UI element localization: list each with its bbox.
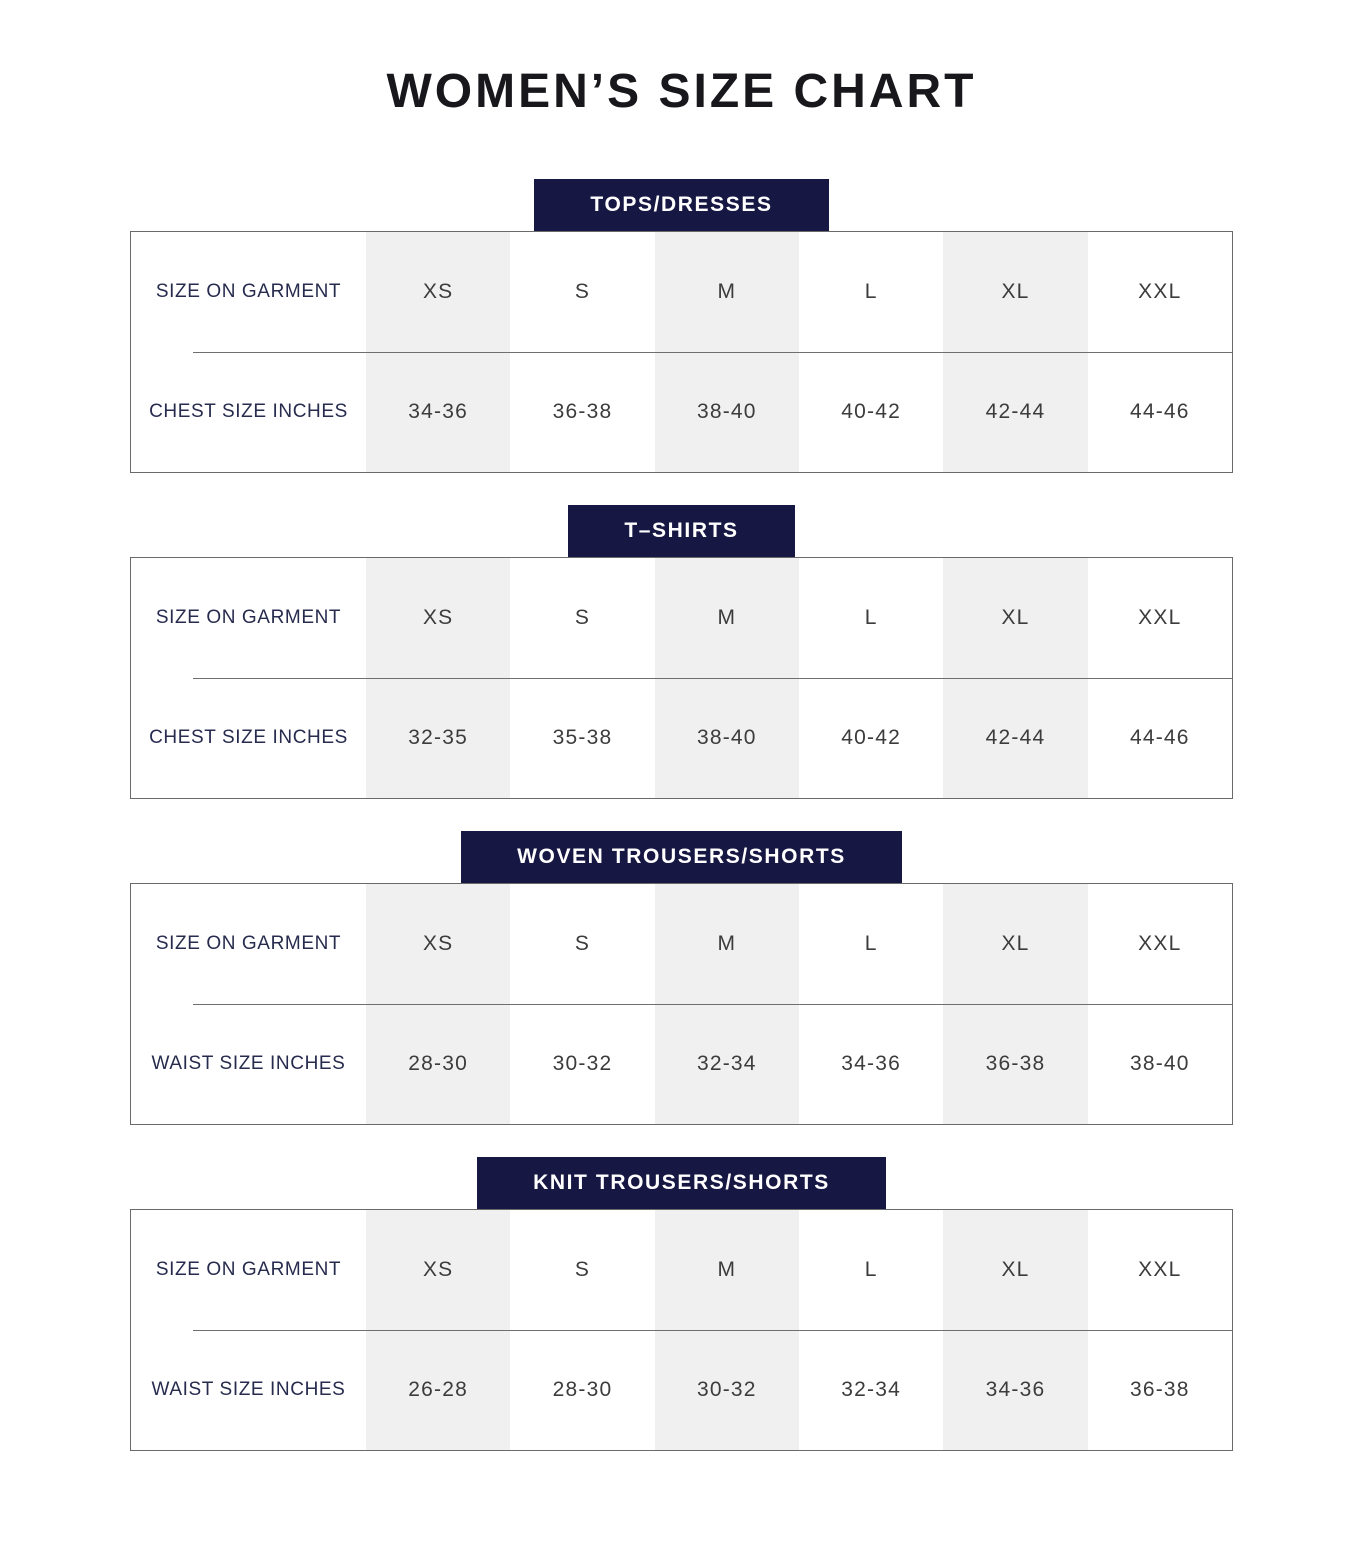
value-cell: 38-40 xyxy=(655,353,799,473)
size-row xyxy=(131,1210,1232,1330)
size-cell: XS xyxy=(366,884,510,1004)
size-cell: M xyxy=(655,884,799,1004)
value-cell: 35-38 xyxy=(552,726,613,750)
size-cell: S xyxy=(574,1257,591,1281)
value-cell: 42-44 xyxy=(943,679,1087,799)
size-row xyxy=(131,884,1232,1004)
value-cell: 38-40 xyxy=(655,679,799,799)
value-cell: 40-42 xyxy=(841,726,902,750)
page-title: WOMEN’S SIZE CHART xyxy=(386,65,977,118)
size-table xyxy=(130,1209,1233,1451)
size-cell: L xyxy=(864,1257,878,1281)
section-badge: KNIT TROUSERS/SHORTS xyxy=(477,1157,886,1209)
size-cell: XS xyxy=(366,558,510,678)
measurement-row xyxy=(131,1331,1232,1451)
size-cell: XXL xyxy=(1138,605,1182,629)
size-table xyxy=(130,557,1233,799)
size-table xyxy=(130,231,1233,473)
row-label: WAIST SIZE INCHES xyxy=(151,1379,346,1401)
value-cell: 44-46 xyxy=(1129,400,1190,424)
value-cell: 30-32 xyxy=(655,1331,799,1451)
row-label: CHEST SIZE INCHES xyxy=(149,401,348,423)
size-cell: XL xyxy=(943,232,1087,352)
size-cell: XXL xyxy=(1138,1257,1182,1281)
value-cell: 32-35 xyxy=(366,679,510,799)
value-cell: 28-30 xyxy=(552,1378,613,1402)
size-cell: XXL xyxy=(1138,279,1182,303)
section-badge: WOVEN TROUSERS/SHORTS xyxy=(461,831,902,883)
section-badge: T–SHIRTS xyxy=(568,505,794,557)
size-cell: L xyxy=(864,931,878,955)
size-cell: S xyxy=(574,931,591,955)
size-cell: XL xyxy=(943,884,1087,1004)
measurement-row xyxy=(131,353,1232,473)
value-cell: 26-28 xyxy=(366,1331,510,1451)
section-t-shirts xyxy=(130,505,1233,799)
size-cell: XL xyxy=(943,1210,1087,1330)
section-tops-dresses xyxy=(130,179,1233,473)
row-label: WAIST SIZE INCHES xyxy=(151,1053,346,1075)
value-cell: 38-40 xyxy=(1129,1052,1190,1076)
value-cell: 36-38 xyxy=(1129,1378,1190,1402)
value-cell: 42-44 xyxy=(943,353,1087,473)
value-cell: 34-36 xyxy=(943,1331,1087,1451)
measurement-row xyxy=(131,1005,1232,1125)
size-cell: L xyxy=(864,279,878,303)
value-cell: 44-46 xyxy=(1129,726,1190,750)
size-table xyxy=(130,883,1233,1125)
size-cell: M xyxy=(655,232,799,352)
size-cell: M xyxy=(655,1210,799,1330)
size-cell: M xyxy=(655,558,799,678)
measurement-row xyxy=(131,679,1232,799)
section-badge: TOPS/DRESSES xyxy=(534,179,828,231)
size-row xyxy=(131,232,1232,352)
size-cell: XL xyxy=(943,558,1087,678)
value-cell: 32-34 xyxy=(655,1005,799,1125)
section-knit-trousers-shorts xyxy=(130,1157,1233,1451)
row-label: SIZE ON GARMENT xyxy=(155,606,342,628)
size-cell: L xyxy=(864,605,878,629)
value-cell: 34-36 xyxy=(841,1052,902,1076)
value-cell: 34-36 xyxy=(366,353,510,473)
size-cell: XS xyxy=(366,232,510,352)
row-label: SIZE ON GARMENT xyxy=(155,932,342,954)
value-cell: 36-38 xyxy=(552,400,613,424)
value-cell: 28-30 xyxy=(366,1005,510,1125)
size-cell: XXL xyxy=(1138,931,1182,955)
value-cell: 32-34 xyxy=(841,1378,902,1402)
value-cell: 36-38 xyxy=(943,1005,1087,1125)
row-label: CHEST SIZE INCHES xyxy=(149,727,348,749)
size-cell: XS xyxy=(366,1210,510,1330)
section-woven-trousers-shorts xyxy=(130,831,1233,1125)
size-cell: S xyxy=(574,605,591,629)
row-label: SIZE ON GARMENT xyxy=(155,1258,342,1280)
size-cell: S xyxy=(574,279,591,303)
row-label: SIZE ON GARMENT xyxy=(155,280,342,302)
value-cell: 30-32 xyxy=(552,1052,613,1076)
size-row xyxy=(131,558,1232,678)
value-cell: 40-42 xyxy=(841,400,902,424)
